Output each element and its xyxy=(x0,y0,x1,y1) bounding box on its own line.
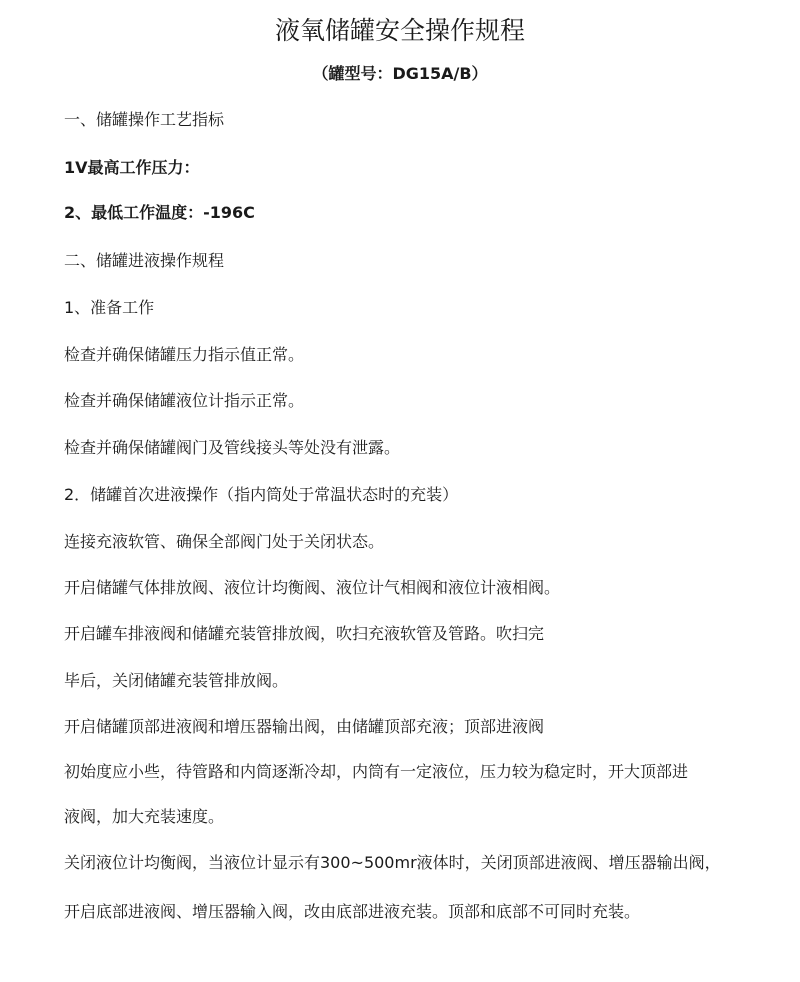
paragraph-line: 2、最低工作温度：-196C xyxy=(64,203,255,222)
paragraph-line: 开启罐车排液阀和储罐充装管排放阀，吹扫充液软管及管路。吹扫完 xyxy=(64,624,545,643)
document-subtitle: （罐型号：DG15A/B） xyxy=(312,64,488,83)
paragraph-line: 开启储罐气体排放阀、液位计均衡阀、液位计气相阀和液位计液相阀。 xyxy=(64,578,561,597)
subsection-heading: 1、准备工作 xyxy=(64,298,155,317)
paragraph-line: 开启储罐顶部进液阀和增压器输出阀，由储罐顶部充液；顶部进液阀 xyxy=(64,717,545,736)
paragraph-line: 关闭液位计均衡阀，当液位计显示有300~500mr液体时，关闭顶部进液阀、增压器输出阀， xyxy=(64,853,721,872)
section-heading-1: 一、储罐操作工艺指标 xyxy=(64,110,225,129)
document-title: 液氧储罐安全操作规程 xyxy=(274,16,525,45)
paragraph-line: 检查并确保储罐液位计指示正常。 xyxy=(64,391,305,410)
paragraph-line: 1V最高工作压力： xyxy=(64,158,200,177)
section-heading-2: 二、储罐进液操作规程 xyxy=(64,251,225,270)
paragraph-line: 液阀，加大充装速度。 xyxy=(64,807,225,826)
paragraph-line: 检查并确保储罐阀门及管线接头等处没有泄露。 xyxy=(64,438,401,457)
paragraph-line: 检查并确保储罐压力指示值正常。 xyxy=(64,345,305,364)
subsection-heading: 2．储罐首次进液操作（指内筒处于常温状态时的充装） xyxy=(64,485,459,504)
paragraph-line: 开启底部进液阀、增压器输入阀，改由底部进液充装。顶部和底部不可同时充装。 xyxy=(64,902,641,921)
paragraph-line: 连接充液软管、确保全部阀门处于关闭状态。 xyxy=(64,532,385,551)
paragraph-line: 初始度应小些，待管路和内筒逐渐冷却，内筒有一定液位，压力较为稳定时，开大顶部进 xyxy=(64,762,689,781)
paragraph-line: 毕后，关闭储罐充装管排放阀。 xyxy=(64,671,289,690)
